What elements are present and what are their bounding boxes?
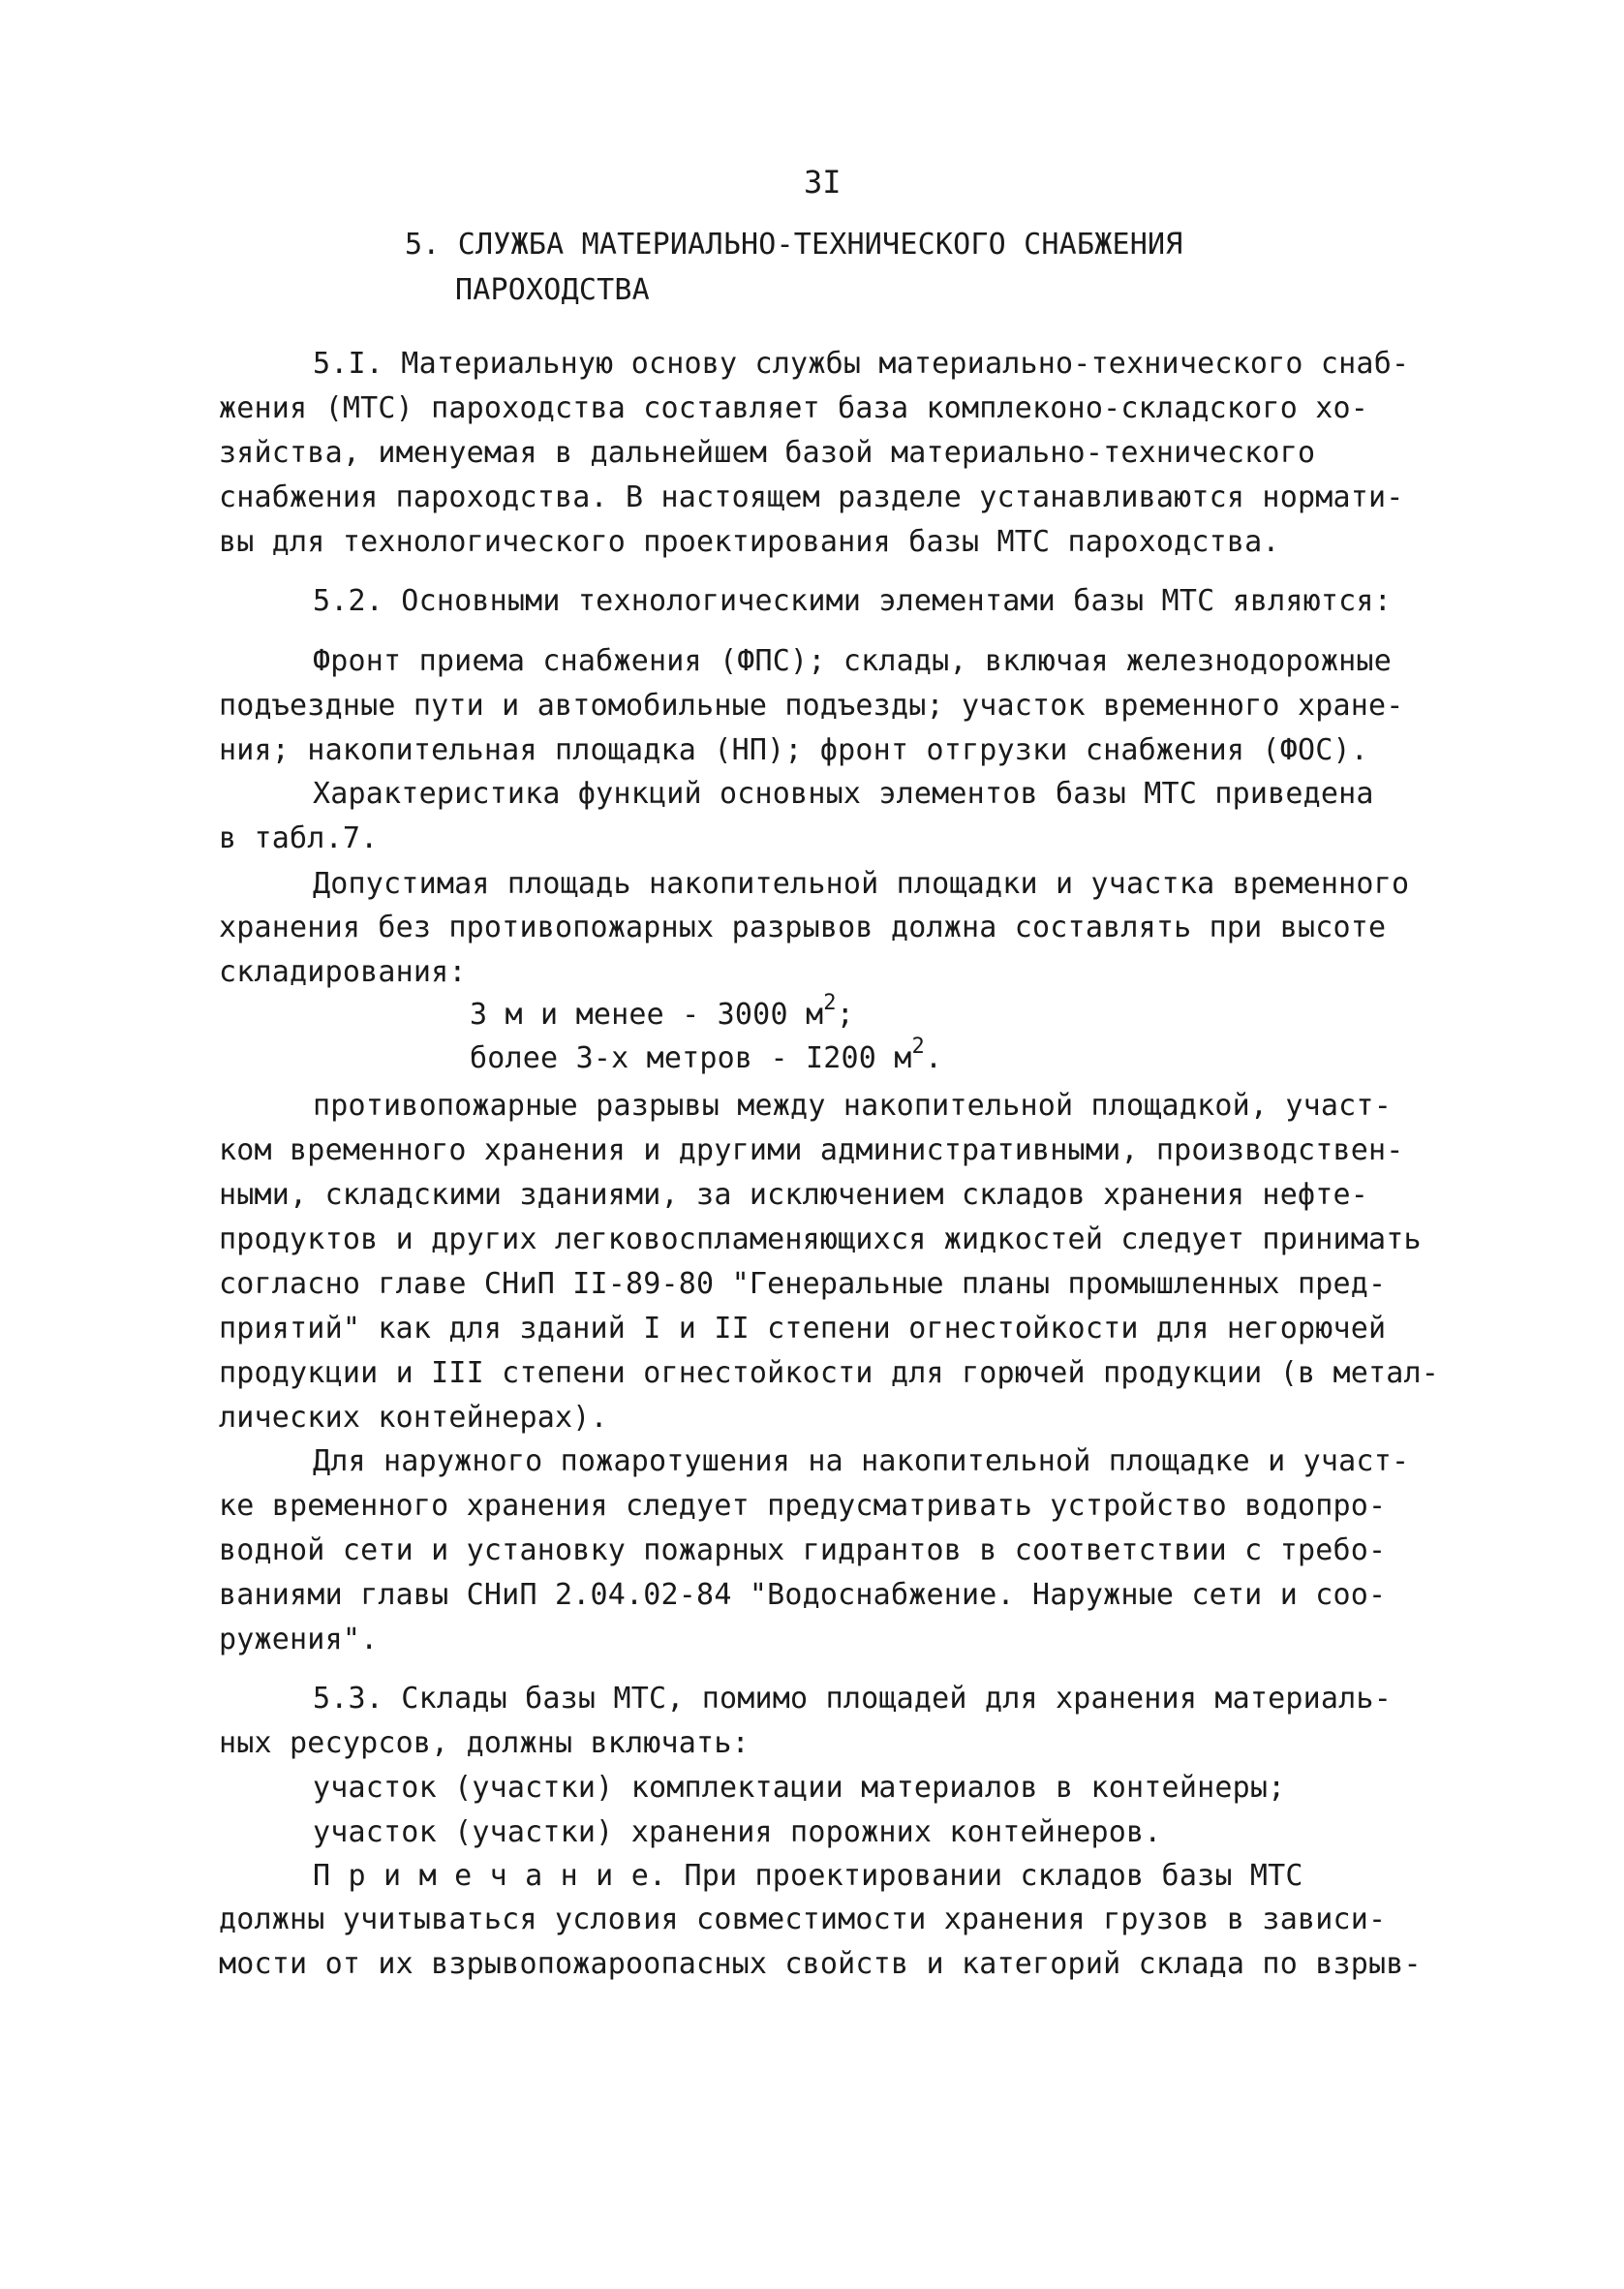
paragraph-line: подъездные пути и автомобильные подъезды; участок временного хране- — [219, 689, 1404, 723]
area-limit-row — [470, 1035, 943, 1078]
paragraph-line: участок (участки) комплектации материалов в контейнеры; — [313, 1771, 1286, 1805]
area-limit-row — [470, 991, 854, 1035]
paragraph-line: в табл.7. — [219, 821, 379, 855]
area-limit-punct: . — [925, 1041, 943, 1075]
note-line: мости от их взрывопожароопасных свойств и категорий склада по взрыв- — [219, 1947, 1422, 1981]
area-limit-text: 3 м и менее - 3000 м — [470, 998, 824, 1032]
paragraph-line: вы для технологического проектирования базы МТС пароходства. — [219, 525, 1280, 559]
section-heading-line-1: 5. СЛУЖБА МАТЕРИАЛЬНО-ТЕХНИЧЕСКОГО СНАБЖЕНИЯ — [405, 228, 1183, 262]
page-number: 3I — [804, 164, 842, 201]
paragraph-line: 5.3. Склады базы МТС, помимо площадей для хранения материаль- — [313, 1682, 1392, 1716]
paragraph-line: ных ресурсов, должны включать: — [219, 1726, 750, 1760]
paragraph-line: Допустимая площадь накопительной площадки и участка временного — [313, 867, 1410, 901]
paragraph-line: складирования: — [219, 955, 467, 989]
paragraph-line: противопожарные разрывы между накопительной площадкой, участ- — [313, 1089, 1392, 1123]
paragraph-line: снабжения пароходства. В настоящем разделе устанавливаются нормати- — [219, 480, 1404, 514]
paragraph-line: ными, складскими зданиями, за исключением складов хранения нефте- — [219, 1178, 1368, 1212]
paragraph-line: ком временного хранения и другими административными, производствен- — [219, 1133, 1404, 1167]
paragraph-line: Для наружного пожаротушения на накопительной площадке и участ- — [313, 1444, 1410, 1478]
paragraph-line: ке временного хранения следует предусматривать устройство водопро- — [219, 1489, 1387, 1523]
paragraph-line: хранения без противопожарных разрывов должна составлять при высоте — [219, 911, 1387, 944]
area-limit-text: более 3-х метров - I200 м — [470, 1041, 912, 1075]
paragraph-line: 5.I. Материальную основу службы материально-технического снаб- — [313, 347, 1410, 381]
paragraph-line: жения (МТС) пароходства составляет база комплеконо-складского хо- — [219, 391, 1368, 425]
paragraph-line: ваниями главы СНиП 2.04.02-84 "Водоснабжение. Наружные сети и соо- — [219, 1578, 1387, 1612]
paragraph-line: продуктов и других легковоспламеняющихся жидкостей следует принимать — [219, 1222, 1422, 1256]
area-limit-exponent: 2 — [823, 991, 837, 1015]
paragraph-line: согласно главе СНиП II-89-80 "Генеральные планы промышленных пред- — [219, 1267, 1387, 1301]
area-limit-punct: ; — [836, 998, 854, 1032]
paragraph-line: Характеристика функций основных элементов базы МТС приведена — [313, 777, 1374, 811]
note-line: должны учитываться условия совместимости хранения грузов в зависи- — [219, 1902, 1387, 1936]
note-line: П р и м е ч а н и е. При проектировании складов базы МТС — [313, 1859, 1303, 1893]
paragraph-line: приятий" как для зданий I и II степени огнестойкости для негорючей — [219, 1312, 1387, 1346]
paragraph-line: Фронт приема снабжения (ФПС); склады, включая железнодорожные — [313, 644, 1392, 678]
paragraph-line: зяйства, именуемая в дальнейшем базой материально-технического — [219, 436, 1316, 470]
paragraph-line: участок (участки) хранения порожних контейнеров. — [313, 1815, 1162, 1849]
paragraph-line: ния; накопительная площадка (НП); фронт отгрузки снабжения (ФОС). — [219, 733, 1368, 767]
paragraph-line: 5.2. Основными технологическими элементами базы МТС являются: — [313, 584, 1392, 618]
area-limit-exponent: 2 — [911, 1035, 925, 1059]
paragraph-line: ружения". — [219, 1623, 379, 1656]
paragraph-line: водной сети и установку пожарных гидрантов в соответствии с требо- — [219, 1533, 1387, 1567]
paragraph-line: продукции и III степени огнестойкости для горючей продукции (в метал- — [219, 1356, 1440, 1390]
paragraph-line: лических контейнерах). — [219, 1401, 608, 1435]
section-heading-line-2: ПАРОХОДСТВА — [455, 273, 650, 307]
